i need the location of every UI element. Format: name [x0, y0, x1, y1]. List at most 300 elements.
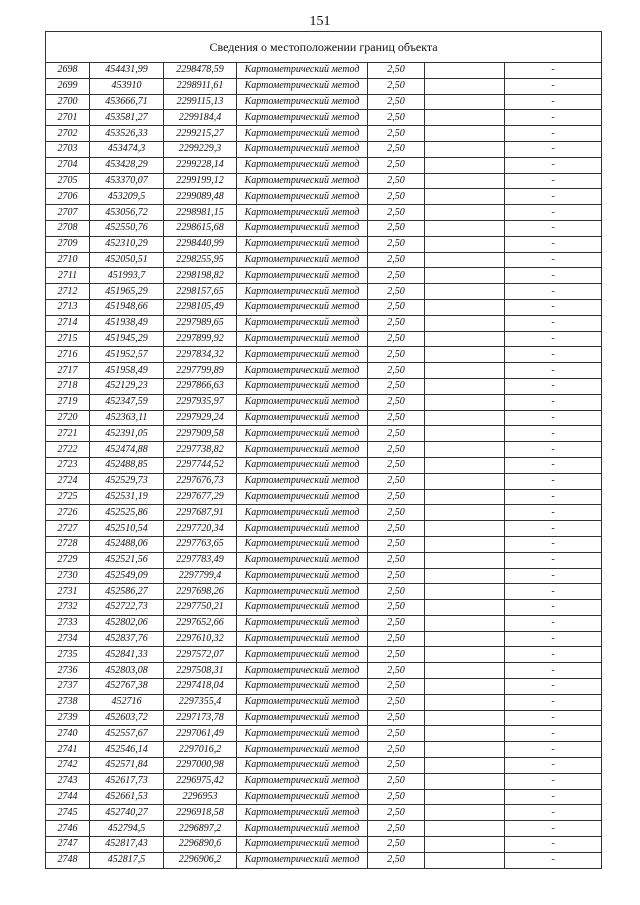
table-row [46, 521, 602, 537]
precision-cell: 2,50 [368, 157, 425, 173]
y-coordinate-cell: 2297989,65 [164, 315, 237, 331]
notes-cell: - [505, 663, 602, 679]
precision-cell: 2,50 [368, 236, 425, 252]
y-coordinate-cell: 2297935,97 [164, 394, 237, 410]
description-cell [425, 536, 505, 552]
description-cell [425, 758, 505, 774]
y-coordinate-cell: 2297508,31 [164, 663, 237, 679]
table-row [46, 141, 602, 157]
x-coordinate-cell: 452525,86 [90, 505, 164, 521]
point-number-cell: 2702 [46, 126, 90, 142]
description-cell [425, 615, 505, 631]
x-coordinate-cell: 452363,11 [90, 410, 164, 426]
description-cell [425, 220, 505, 236]
x-coordinate-cell: 452391,05 [90, 426, 164, 442]
precision-cell: 2,50 [368, 837, 425, 853]
page-number: 151 [309, 14, 331, 29]
point-number-cell: 2722 [46, 442, 90, 458]
precision-cell: 2,50 [368, 805, 425, 821]
y-coordinate-cell: 2298157,65 [164, 284, 237, 300]
precision-cell: 2,50 [368, 568, 425, 584]
method-cell: Картометрический метод [237, 600, 368, 616]
x-coordinate-cell: 452546,14 [90, 742, 164, 758]
y-coordinate-cell: 2297899,92 [164, 331, 237, 347]
table-row [46, 600, 602, 616]
notes-cell: - [505, 726, 602, 742]
y-coordinate-cell: 2297016,2 [164, 742, 237, 758]
x-coordinate-cell: 451938,49 [90, 315, 164, 331]
table-row [46, 726, 602, 742]
table-row [46, 363, 602, 379]
notes-cell: - [505, 536, 602, 552]
method-cell: Картометрический метод [237, 837, 368, 853]
point-number-cell: 2711 [46, 268, 90, 284]
table-row [46, 852, 602, 868]
y-coordinate-cell: 2299199,12 [164, 173, 237, 189]
table-row [46, 189, 602, 205]
notes-cell: - [505, 631, 602, 647]
precision-cell: 2,50 [368, 189, 425, 205]
point-number-cell: 2727 [46, 521, 90, 537]
y-coordinate-cell: 2297061,49 [164, 726, 237, 742]
method-cell: Картометрический метод [237, 442, 368, 458]
table-row [46, 473, 602, 489]
description-cell [425, 710, 505, 726]
precision-cell: 2,50 [368, 584, 425, 600]
x-coordinate-cell: 452571,84 [90, 758, 164, 774]
point-number-cell: 2741 [46, 742, 90, 758]
precision-cell: 2,50 [368, 679, 425, 695]
method-cell: Картометрический метод [237, 552, 368, 568]
y-coordinate-cell: 2296975,42 [164, 773, 237, 789]
y-coordinate-cell: 2297929,24 [164, 410, 237, 426]
y-coordinate-cell: 2297572,07 [164, 647, 237, 663]
notes-cell: - [505, 426, 602, 442]
method-cell: Картометрический метод [237, 141, 368, 157]
description-cell [425, 284, 505, 300]
y-coordinate-cell: 2297173,78 [164, 710, 237, 726]
x-coordinate-cell: 452817,5 [90, 852, 164, 868]
table-row [46, 805, 602, 821]
description-cell [425, 521, 505, 537]
y-coordinate-cell: 2297763,65 [164, 536, 237, 552]
x-coordinate-cell: 451945,29 [90, 331, 164, 347]
point-number-cell: 2732 [46, 600, 90, 616]
method-cell: Картометрический метод [237, 805, 368, 821]
x-coordinate-cell: 452310,29 [90, 236, 164, 252]
method-cell: Картометрический метод [237, 663, 368, 679]
method-cell: Картометрический метод [237, 647, 368, 663]
point-number-cell: 2707 [46, 205, 90, 221]
point-number-cell: 2739 [46, 710, 90, 726]
y-coordinate-cell: 2297418,04 [164, 679, 237, 695]
precision-cell: 2,50 [368, 552, 425, 568]
notes-cell: - [505, 378, 602, 394]
point-number-cell: 2724 [46, 473, 90, 489]
y-coordinate-cell: 2297720,34 [164, 521, 237, 537]
notes-cell: - [505, 126, 602, 142]
method-cell: Картометрический метод [237, 473, 368, 489]
notes-cell: - [505, 252, 602, 268]
y-coordinate-cell: 2298440,99 [164, 236, 237, 252]
method-cell: Картометрический метод [237, 94, 368, 110]
x-coordinate-cell: 451965,29 [90, 284, 164, 300]
point-number-cell: 2743 [46, 773, 90, 789]
x-coordinate-cell: 452841,33 [90, 647, 164, 663]
point-number-cell: 2737 [46, 679, 90, 695]
point-number-cell: 2748 [46, 852, 90, 868]
point-number-cell: 2712 [46, 284, 90, 300]
y-coordinate-cell: 2296906,2 [164, 852, 237, 868]
description-cell [425, 631, 505, 647]
description-cell [425, 363, 505, 379]
point-number-cell: 2742 [46, 758, 90, 774]
description-cell [425, 789, 505, 805]
table-row [46, 173, 602, 189]
point-number-cell: 2701 [46, 110, 90, 126]
y-coordinate-cell: 2296897,2 [164, 821, 237, 837]
notes-cell: - [505, 205, 602, 221]
table-row [46, 347, 602, 363]
method-cell: Картометрический метод [237, 615, 368, 631]
precision-cell: 2,50 [368, 647, 425, 663]
x-coordinate-cell: 452557,67 [90, 726, 164, 742]
method-cell: Картометрический метод [237, 789, 368, 805]
y-coordinate-cell: 2298615,68 [164, 220, 237, 236]
description-cell [425, 299, 505, 315]
notes-cell: - [505, 94, 602, 110]
description-cell [425, 426, 505, 442]
y-coordinate-cell: 2299115,13 [164, 94, 237, 110]
description-cell [425, 126, 505, 142]
precision-cell: 2,50 [368, 205, 425, 221]
point-number-cell: 2706 [46, 189, 90, 205]
notes-cell: - [505, 758, 602, 774]
method-cell: Картометрический метод [237, 378, 368, 394]
point-number-cell: 2725 [46, 489, 90, 505]
table-row [46, 410, 602, 426]
point-number-cell: 2720 [46, 410, 90, 426]
point-number-cell: 2746 [46, 821, 90, 837]
point-number-cell: 2717 [46, 363, 90, 379]
precision-cell: 2,50 [368, 94, 425, 110]
table-title: Сведения о местоположении границ объекта [46, 32, 602, 63]
method-cell: Картометрический метод [237, 410, 368, 426]
y-coordinate-cell: 2297676,73 [164, 473, 237, 489]
description-cell [425, 505, 505, 521]
description-cell [425, 252, 505, 268]
precision-cell: 2,50 [368, 489, 425, 505]
notes-cell: - [505, 742, 602, 758]
y-coordinate-cell: 2298198,82 [164, 268, 237, 284]
method-cell: Картометрический метод [237, 710, 368, 726]
y-coordinate-cell: 2298981,15 [164, 205, 237, 221]
y-coordinate-cell: 2297610,32 [164, 631, 237, 647]
notes-cell: - [505, 789, 602, 805]
method-cell: Картометрический метод [237, 268, 368, 284]
method-cell: Картометрический метод [237, 189, 368, 205]
method-cell: Картометрический метод [237, 299, 368, 315]
x-coordinate-cell: 453474,3 [90, 141, 164, 157]
description-cell [425, 173, 505, 189]
point-number-cell: 2738 [46, 694, 90, 710]
x-coordinate-cell: 452549,09 [90, 568, 164, 584]
x-coordinate-cell: 452347,59 [90, 394, 164, 410]
notes-cell: - [505, 584, 602, 600]
description-cell [425, 78, 505, 94]
point-number-cell: 2744 [46, 789, 90, 805]
x-coordinate-cell: 453910 [90, 78, 164, 94]
x-coordinate-cell: 452661,53 [90, 789, 164, 805]
notes-cell: - [505, 157, 602, 173]
description-cell [425, 410, 505, 426]
x-coordinate-cell: 452521,56 [90, 552, 164, 568]
x-coordinate-cell: 452050,51 [90, 252, 164, 268]
method-cell: Картометрический метод [237, 742, 368, 758]
table-row [46, 205, 602, 221]
x-coordinate-cell: 452531,19 [90, 489, 164, 505]
description-cell [425, 331, 505, 347]
precision-cell: 2,50 [368, 284, 425, 300]
table-row [46, 220, 602, 236]
description-cell [425, 141, 505, 157]
method-cell: Картометрический метод [237, 331, 368, 347]
precision-cell: 2,50 [368, 394, 425, 410]
method-cell: Картометрический метод [237, 505, 368, 521]
precision-cell: 2,50 [368, 220, 425, 236]
description-cell [425, 663, 505, 679]
table-row [46, 284, 602, 300]
notes-cell: - [505, 521, 602, 537]
method-cell: Картометрический метод [237, 394, 368, 410]
point-number-cell: 2714 [46, 315, 90, 331]
description-cell [425, 726, 505, 742]
method-cell: Картометрический метод [237, 205, 368, 221]
point-number-cell: 2713 [46, 299, 90, 315]
notes-cell: - [505, 268, 602, 284]
precision-cell: 2,50 [368, 600, 425, 616]
method-cell: Картометрический метод [237, 63, 368, 79]
table-row [46, 126, 602, 142]
point-number-cell: 2719 [46, 394, 90, 410]
method-cell: Картометрический метод [237, 110, 368, 126]
method-cell: Картометрический метод [237, 284, 368, 300]
notes-cell: - [505, 141, 602, 157]
description-cell [425, 473, 505, 489]
table-row [46, 631, 602, 647]
table-row [46, 647, 602, 663]
x-coordinate-cell: 452550,76 [90, 220, 164, 236]
y-coordinate-cell: 2299229,3 [164, 141, 237, 157]
x-coordinate-cell: 451993,7 [90, 268, 164, 284]
point-number-cell: 2729 [46, 552, 90, 568]
table-row [46, 663, 602, 679]
notes-cell: - [505, 679, 602, 695]
point-number-cell: 2708 [46, 220, 90, 236]
description-cell [425, 189, 505, 205]
precision-cell: 2,50 [368, 694, 425, 710]
point-number-cell: 2734 [46, 631, 90, 647]
notes-cell: - [505, 568, 602, 584]
method-cell: Картометрический метод [237, 536, 368, 552]
description-cell [425, 584, 505, 600]
x-coordinate-cell: 453581,27 [90, 110, 164, 126]
x-coordinate-cell: 452722,73 [90, 600, 164, 616]
notes-cell: - [505, 284, 602, 300]
y-coordinate-cell: 2297799,89 [164, 363, 237, 379]
y-coordinate-cell: 2297909,58 [164, 426, 237, 442]
x-coordinate-cell: 452817,43 [90, 837, 164, 853]
x-coordinate-cell: 453666,71 [90, 94, 164, 110]
method-cell: Картометрический метод [237, 726, 368, 742]
notes-cell: - [505, 347, 602, 363]
table-body [46, 63, 602, 869]
method-cell: Картометрический метод [237, 315, 368, 331]
table-row [46, 568, 602, 584]
table-row [46, 331, 602, 347]
description-cell [425, 315, 505, 331]
precision-cell: 2,50 [368, 473, 425, 489]
table-row [46, 157, 602, 173]
precision-cell: 2,50 [368, 173, 425, 189]
notes-cell: - [505, 805, 602, 821]
x-coordinate-cell: 451948,66 [90, 299, 164, 315]
precision-cell: 2,50 [368, 78, 425, 94]
x-coordinate-cell: 452716 [90, 694, 164, 710]
description-cell [425, 157, 505, 173]
y-coordinate-cell: 2296953 [164, 789, 237, 805]
description-cell [425, 94, 505, 110]
method-cell: Картометрический метод [237, 584, 368, 600]
precision-cell: 2,50 [368, 521, 425, 537]
method-cell: Картометрический метод [237, 220, 368, 236]
point-number-cell: 2716 [46, 347, 90, 363]
description-cell [425, 63, 505, 79]
point-number-cell: 2728 [46, 536, 90, 552]
point-number-cell: 2705 [46, 173, 90, 189]
point-number-cell: 2718 [46, 378, 90, 394]
y-coordinate-cell: 2299215,27 [164, 126, 237, 142]
description-cell [425, 837, 505, 853]
description-cell [425, 378, 505, 394]
point-number-cell: 2726 [46, 505, 90, 521]
table-row [46, 426, 602, 442]
table-row [46, 252, 602, 268]
table-row [46, 821, 602, 837]
description-cell [425, 236, 505, 252]
precision-cell: 2,50 [368, 852, 425, 868]
notes-cell: - [505, 220, 602, 236]
precision-cell: 2,50 [368, 252, 425, 268]
point-number-cell: 2731 [46, 584, 90, 600]
table-row [46, 789, 602, 805]
description-cell [425, 568, 505, 584]
table-row [46, 315, 602, 331]
method-cell: Картометрический метод [237, 568, 368, 584]
precision-cell: 2,50 [368, 758, 425, 774]
description-cell [425, 347, 505, 363]
table-row [46, 268, 602, 284]
point-number-cell: 2733 [46, 615, 90, 631]
table-row [46, 394, 602, 410]
method-cell: Картометрический метод [237, 758, 368, 774]
table-row [46, 679, 602, 695]
x-coordinate-cell: 452617,73 [90, 773, 164, 789]
precision-cell: 2,50 [368, 631, 425, 647]
description-cell [425, 489, 505, 505]
notes-cell: - [505, 110, 602, 126]
x-coordinate-cell: 452488,06 [90, 536, 164, 552]
point-number-cell: 2715 [46, 331, 90, 347]
precision-cell: 2,50 [368, 742, 425, 758]
precision-cell: 2,50 [368, 426, 425, 442]
notes-cell: - [505, 363, 602, 379]
description-cell [425, 457, 505, 473]
table-row [46, 457, 602, 473]
y-coordinate-cell: 2297834,32 [164, 347, 237, 363]
notes-cell: - [505, 821, 602, 837]
method-cell: Картометрический метод [237, 852, 368, 868]
y-coordinate-cell: 2297750,21 [164, 600, 237, 616]
notes-cell: - [505, 489, 602, 505]
notes-cell: - [505, 647, 602, 663]
x-coordinate-cell: 452802,06 [90, 615, 164, 631]
notes-cell: - [505, 552, 602, 568]
method-cell: Картометрический метод [237, 347, 368, 363]
table-row [46, 552, 602, 568]
y-coordinate-cell: 2297799,4 [164, 568, 237, 584]
point-number-cell: 2710 [46, 252, 90, 268]
precision-cell: 2,50 [368, 663, 425, 679]
point-number-cell: 2709 [46, 236, 90, 252]
y-coordinate-cell: 2297355,4 [164, 694, 237, 710]
y-coordinate-cell: 2299228,14 [164, 157, 237, 173]
y-coordinate-cell: 2297000,98 [164, 758, 237, 774]
y-coordinate-cell: 2296890,6 [164, 837, 237, 853]
table-row [46, 94, 602, 110]
table-row [46, 837, 602, 853]
y-coordinate-cell: 2296918,58 [164, 805, 237, 821]
notes-cell: - [505, 410, 602, 426]
y-coordinate-cell: 2299184,4 [164, 110, 237, 126]
notes-cell: - [505, 615, 602, 631]
method-cell: Картометрический метод [237, 457, 368, 473]
x-coordinate-cell: 451952,57 [90, 347, 164, 363]
description-cell [425, 442, 505, 458]
precision-cell: 2,50 [368, 378, 425, 394]
notes-cell: - [505, 473, 602, 489]
notes-cell: - [505, 173, 602, 189]
y-coordinate-cell: 2297698,26 [164, 584, 237, 600]
x-coordinate-cell: 453056,72 [90, 205, 164, 221]
table-row [46, 78, 602, 94]
method-cell: Картометрический метод [237, 173, 368, 189]
method-cell: Картометрический метод [237, 489, 368, 505]
method-cell: Картометрический метод [237, 773, 368, 789]
point-number-cell: 2700 [46, 94, 90, 110]
table-row [46, 584, 602, 600]
description-cell [425, 394, 505, 410]
notes-cell: - [505, 457, 602, 473]
y-coordinate-cell: 2297738,82 [164, 442, 237, 458]
point-number-cell: 2703 [46, 141, 90, 157]
table-row [46, 758, 602, 774]
precision-cell: 2,50 [368, 821, 425, 837]
precision-cell: 2,50 [368, 615, 425, 631]
notes-cell: - [505, 78, 602, 94]
table-row [46, 442, 602, 458]
precision-cell: 2,50 [368, 536, 425, 552]
